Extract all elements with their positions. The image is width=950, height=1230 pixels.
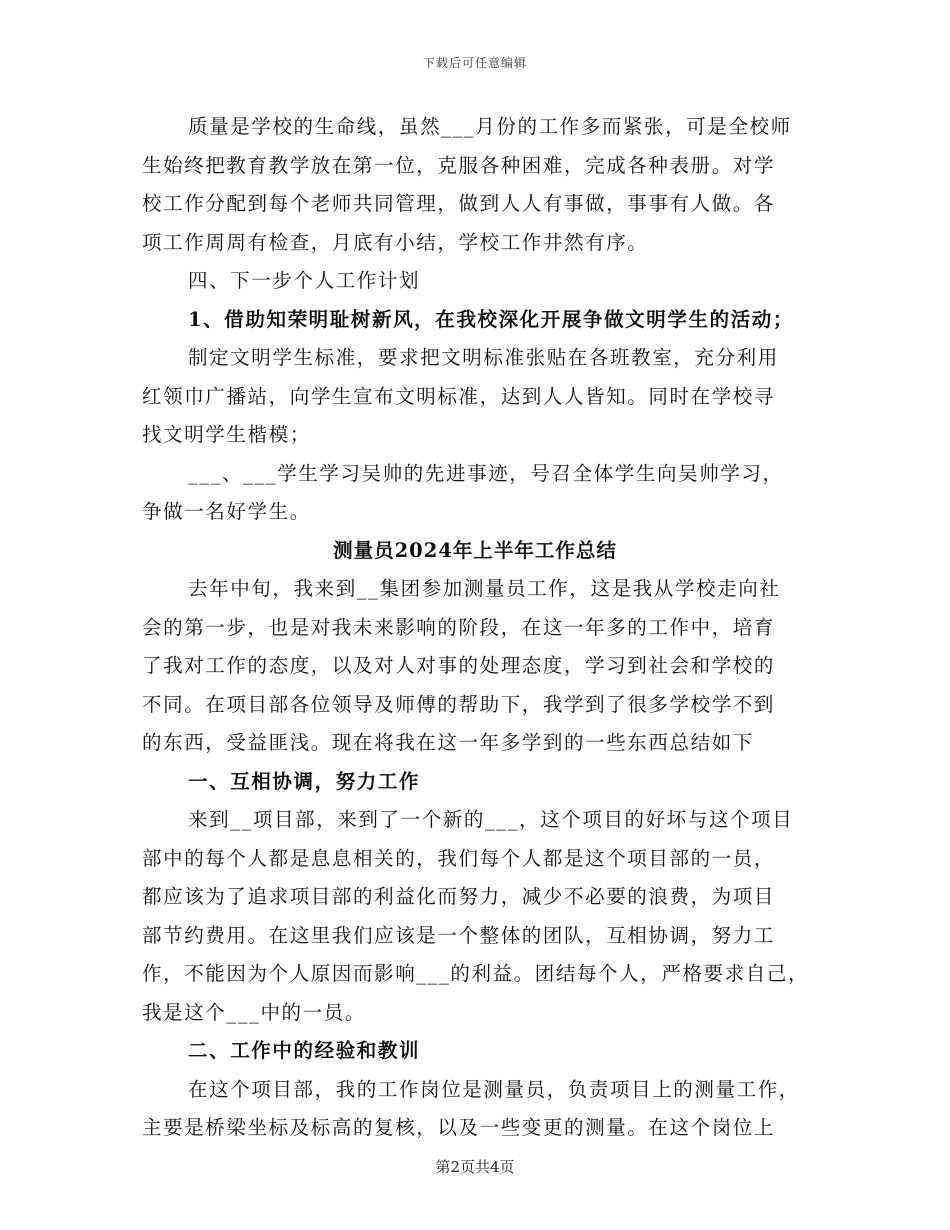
section-heading: 一、互相协调，努力工作 (188, 769, 421, 793)
document-body (142, 108, 808, 1148)
paragraph-line: 我是这个___中的一员。 (142, 1000, 366, 1024)
paragraph-line: 不同。在项目部各位领导及师傅的帮助下，我学到了很多学校学不到 (142, 692, 776, 716)
section-heading: 1、借助知荣明耻树新风，在我校深化开展争做文明学生的活动； (188, 307, 794, 331)
paragraph-line: 红领巾广播站，向学生宣布文明标准，达到人人皆知。同时在学校寻 (142, 384, 776, 408)
paragraph-line: 找文明学生楷模； (142, 423, 311, 446)
paragraph-line: 在这个项目部，我的工作岗位是测量员，负责项目上的测量工作， (188, 1077, 800, 1101)
paragraph-line: 质量是学校的生命线，虽然___月份的工作多而紧张，可是全校师 (188, 115, 792, 138)
paragraph-line: 都应该为了追求项目部的利益化而努力，减少不必要的浪费，为项目 (142, 885, 776, 908)
paragraph-line: 部中的每个人都是息息相关的，我们每个人都是这个项目部的一员， (142, 846, 776, 870)
paragraph-line: 争做一名好学生。 (142, 500, 311, 523)
paragraph-line: 主要是桥梁坐标及标高的复核，以及一些变更的测量。在这个岗位上 (142, 1116, 776, 1139)
paragraph-line: 会的第一步，也是对我未来影响的阶段，在这一年多的工作中，培育 (142, 615, 776, 639)
paragraph-line: 的东西，受益匪浅。现在将我在这一年多学到的一些东西总结如下 (142, 731, 754, 754)
section-heading: 二、工作中的经验和教训 (188, 1039, 421, 1062)
paragraph-line: 校工作分配到每个老师共同管理，做到人人有事做，事事有人做。各 (142, 192, 776, 215)
page-header: 下载后可任意编辑 (422, 56, 527, 70)
paragraph-line: 去年中旬，我来到__集团参加测量员工作，这是我从学校走向社 (188, 577, 781, 600)
paragraph-line: ___、___学生学习吴帅的先进事迹，号召全体学生向吴帅学习， (188, 461, 784, 485)
paragraph-line: 作，不能因为个人原因而影响___的利益。团结每个人，严格要求自己， (142, 962, 810, 985)
section-title: 测量员2024年上半年工作总结 (333, 538, 617, 562)
paragraph-line: 生始终把教育教学放在第一位，克服各种困难，完成各种表册。对学 (142, 153, 776, 177)
paragraph-line: 制定文明学生标准，要求把文明标准张贴在各班教室，充分利用 (188, 346, 779, 369)
paragraph-line: 部节约费用。在这里我们应该是一个整体的团队，互相协调，努力工 (142, 923, 776, 947)
paragraph-line: 四、下一步个人工作计划 (188, 269, 421, 292)
paragraph-line: 来到__项目部，来到了一个新的___，这个项目的好坏与这个项目 (188, 808, 794, 831)
paragraph-line: 了我对工作的态度，以及对人对事的处理态度，学习到社会和学校的 (142, 654, 776, 677)
page-footer: 第2页共4页 (435, 1158, 515, 1176)
paragraph-line: 项工作周周有检查，月底有小结，学校工作井然有序。 (142, 230, 649, 254)
